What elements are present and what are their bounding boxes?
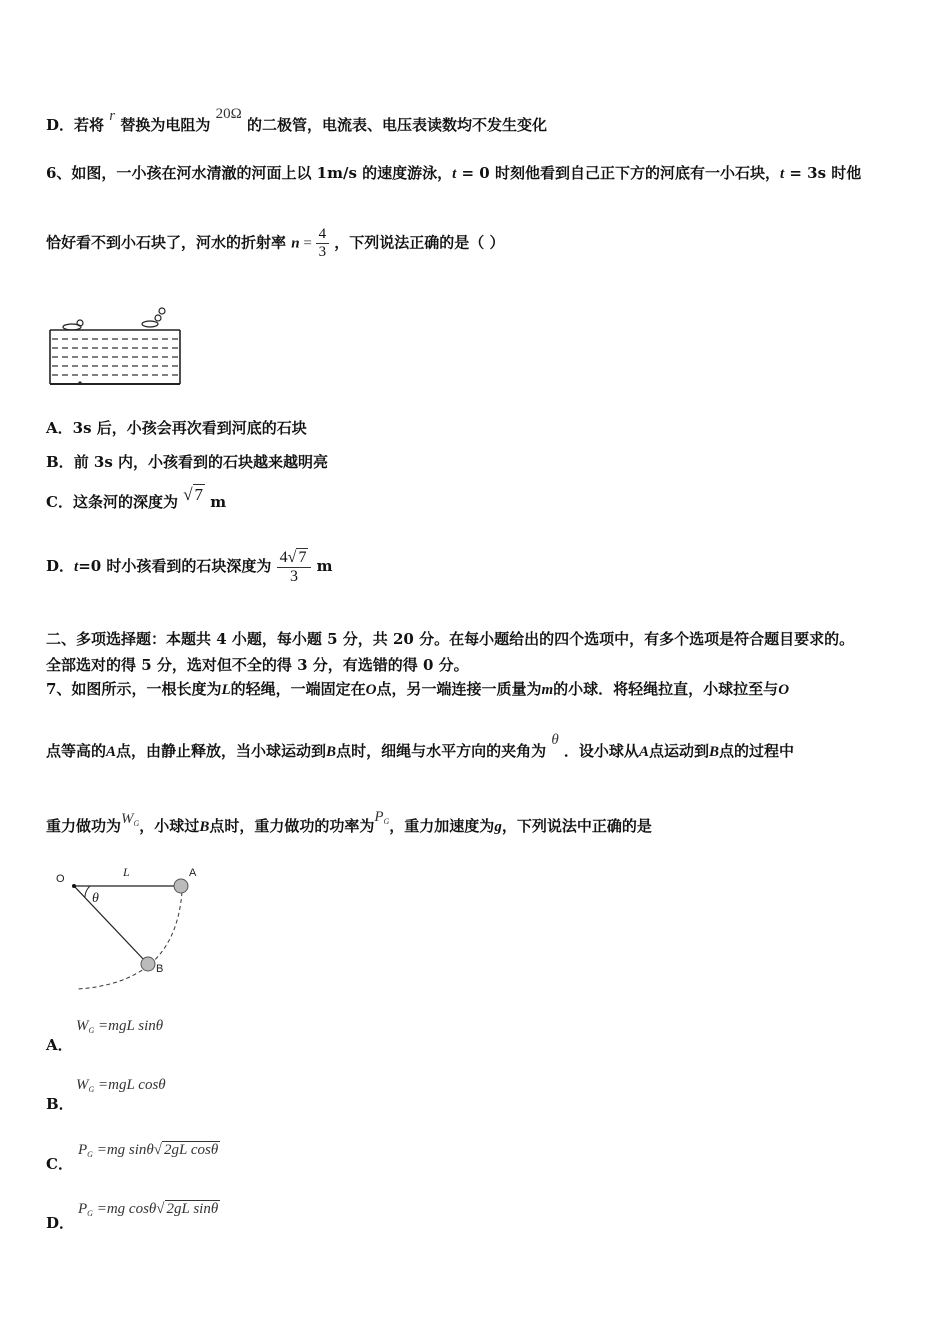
- var-m: m: [541, 682, 554, 698]
- q7-stem-line1: [46, 678, 789, 699]
- sqrt-radicand: 2gL sinθ: [166, 1201, 219, 1217]
- q6-option-c: [46, 485, 227, 512]
- ball-A: [174, 879, 188, 893]
- q7-text: 点，另一端连接一质量为: [376, 680, 542, 698]
- option-label: B．: [46, 453, 74, 471]
- ball-B: [141, 957, 155, 971]
- option-text: 前 3s 内，小孩看到的石块越来越明亮: [73, 453, 329, 471]
- var-B: B: [708, 744, 719, 760]
- var-B: B: [326, 744, 337, 760]
- q7-text: 点的过程中: [718, 742, 794, 760]
- q5-option-d: [46, 106, 547, 135]
- var-t: t: [779, 166, 785, 182]
- q7-text: 点时，细绳与水平方向的夹角为: [336, 742, 547, 760]
- formula-mid: =mg cosθ: [96, 1201, 157, 1217]
- q6-option-d: [46, 548, 333, 586]
- swimmer-right-icon: [142, 308, 165, 327]
- work-symbol: [121, 811, 139, 827]
- sqrt-radicand: 2gL cosθ: [164, 1142, 219, 1158]
- option-label: C．: [46, 493, 73, 511]
- var-A: A: [106, 744, 117, 760]
- var-P: P: [374, 809, 384, 825]
- var-B: B: [199, 819, 210, 835]
- option-formula: $P_G =mg$ sinθ√ 2gL cosθ: [78, 1142, 219, 1159]
- q5-option-d-text: 若将: [74, 116, 105, 134]
- var-P: P: [78, 1201, 88, 1217]
- q7-text: 重力做功为: [46, 817, 122, 835]
- sqrt-expression: √ 7: [183, 485, 204, 504]
- label-A: A: [189, 867, 197, 879]
- var-O: O: [778, 682, 790, 698]
- var-W: W: [121, 811, 134, 827]
- pendulum-figure: [50, 862, 210, 994]
- q6-text-1a: 6、如图，一小孩在河水清澈的河面上以 1m/s 的速度游泳，: [46, 164, 453, 182]
- var-L: L: [221, 682, 231, 698]
- option-formula: [76, 1018, 163, 1035]
- q7-stem-line3: [46, 809, 652, 836]
- q7-stem-line2: [46, 732, 794, 761]
- q7-text: 7、如图所示，一根长度为: [46, 680, 222, 698]
- var-r: r: [109, 108, 116, 124]
- sqrt-radicand: 7: [298, 549, 307, 566]
- q7-text: 点等高的: [46, 742, 107, 760]
- option-label: A．: [46, 419, 73, 437]
- q7-text: 点时，重力做功的功率为: [209, 817, 375, 835]
- fraction-numerator: 4: [316, 226, 330, 244]
- q6-stem-line2: [46, 226, 505, 261]
- subscript-G: G: [133, 819, 140, 828]
- q7-text: ．设小球从: [563, 742, 639, 760]
- subscript-G: G: [88, 1026, 95, 1035]
- var-W: W: [76, 1077, 89, 1093]
- label-O: O: [56, 873, 65, 885]
- section2-header-line2: 全部选对的得 5 分，选对但不全的得 3 分，有选错的得 0 分。: [46, 656, 469, 674]
- option-text: 3s 后，小孩会再次看到河底的石块: [72, 419, 307, 437]
- q5-option-d-text-c: 的二极管，电流表、电压表读数均不发生变化: [246, 116, 547, 134]
- option-label: B．: [46, 1095, 74, 1113]
- q6-text-2b: ，下列说法正确的是（ ）: [334, 233, 505, 252]
- q5-option-d-text-b: 替换为电阻为: [120, 116, 211, 134]
- subscript-G: G: [87, 1209, 93, 1218]
- label-theta: θ: [92, 891, 99, 906]
- var-g: g: [494, 819, 502, 835]
- label-B: B: [156, 963, 164, 975]
- q7-text: ，下列说法中正确的是: [501, 817, 652, 835]
- var-n: n: [291, 235, 300, 252]
- q7-text: ，重力加速度为: [389, 817, 495, 835]
- equals: =: [299, 235, 316, 252]
- q7-text: 点运动到: [648, 742, 709, 760]
- q7-text: 的小球．将轻绳拉直，小球拉至与: [553, 680, 779, 698]
- fraction-denominator: 3: [318, 244, 327, 260]
- option-label: C．: [46, 1155, 73, 1173]
- option-label: D．: [46, 1214, 75, 1232]
- fraction-denominator: 3: [290, 568, 299, 585]
- unit: m: [210, 493, 227, 511]
- subscript-G: G: [87, 1150, 93, 1159]
- option-label: D．: [46, 557, 75, 575]
- rope-to-B: [74, 886, 146, 962]
- q7-text: 点，由静止释放，当小球运动到: [116, 742, 327, 760]
- stone-icon: [78, 381, 81, 384]
- option-label: A．: [46, 1036, 73, 1054]
- var-O: O: [365, 682, 377, 698]
- swimmer-left-icon: [63, 320, 83, 330]
- label-L: L: [123, 865, 130, 879]
- var-t: t: [452, 166, 457, 182]
- subscript-G: G: [88, 1085, 95, 1094]
- power-symbol: [374, 809, 389, 825]
- var-W: W: [76, 1018, 89, 1034]
- option-text: 这条河的深度为: [72, 493, 178, 511]
- formula-rhs: =mgL sinθ: [98, 1018, 164, 1034]
- river-figure: [46, 306, 186, 388]
- depth-fraction: $\frac{4√ 7}{3}$: [277, 548, 312, 586]
- option-text: =0 时小孩看到的石块深度为: [78, 557, 272, 575]
- option-formula: $P_G =mg$ cosθ√ 2gL sinθ: [78, 1201, 219, 1218]
- var-P: P: [78, 1142, 88, 1158]
- section2-header-line1: 二、多项选择题：本题共 4 小题，每小题 5 分，共 20 分。在每小题给出的四个选项中，有多个选项是符合题目要求的。: [46, 630, 855, 648]
- q6-text-2a: 恰好看不到小石块了，河水的折射率: [46, 233, 287, 252]
- q7-text: 的轻绳，一端固定在: [230, 680, 366, 698]
- option-formula: [76, 1077, 166, 1094]
- q6-stem-line1: [46, 162, 861, 183]
- refraction-index-fraction: [316, 226, 330, 261]
- sqrt-radicand: 7: [194, 485, 204, 504]
- formula-mid: =mg sinθ: [96, 1142, 154, 1158]
- var-theta: θ: [551, 732, 559, 748]
- pivot-O: [72, 884, 76, 888]
- resistance-value: 20Ω: [215, 106, 242, 122]
- unit: m: [316, 557, 333, 575]
- var-t: t: [74, 559, 79, 575]
- angle-arc: [85, 886, 90, 897]
- fraction-coef: 4: [279, 549, 288, 566]
- q5-option-d-label: D．: [46, 116, 75, 134]
- q6-option-a: [46, 417, 307, 438]
- q6-option-b: [46, 451, 328, 472]
- q6-text-1b: = 0 时刻他看到自己正下方的河底有一小石块，: [456, 164, 780, 182]
- subscript-G: G: [383, 817, 390, 826]
- var-A: A: [638, 744, 649, 760]
- q6-text-1c: = 3s 时他: [784, 164, 862, 182]
- q7-text: ，小球过: [139, 817, 200, 835]
- formula-rhs: =mgL cosθ: [98, 1077, 166, 1093]
